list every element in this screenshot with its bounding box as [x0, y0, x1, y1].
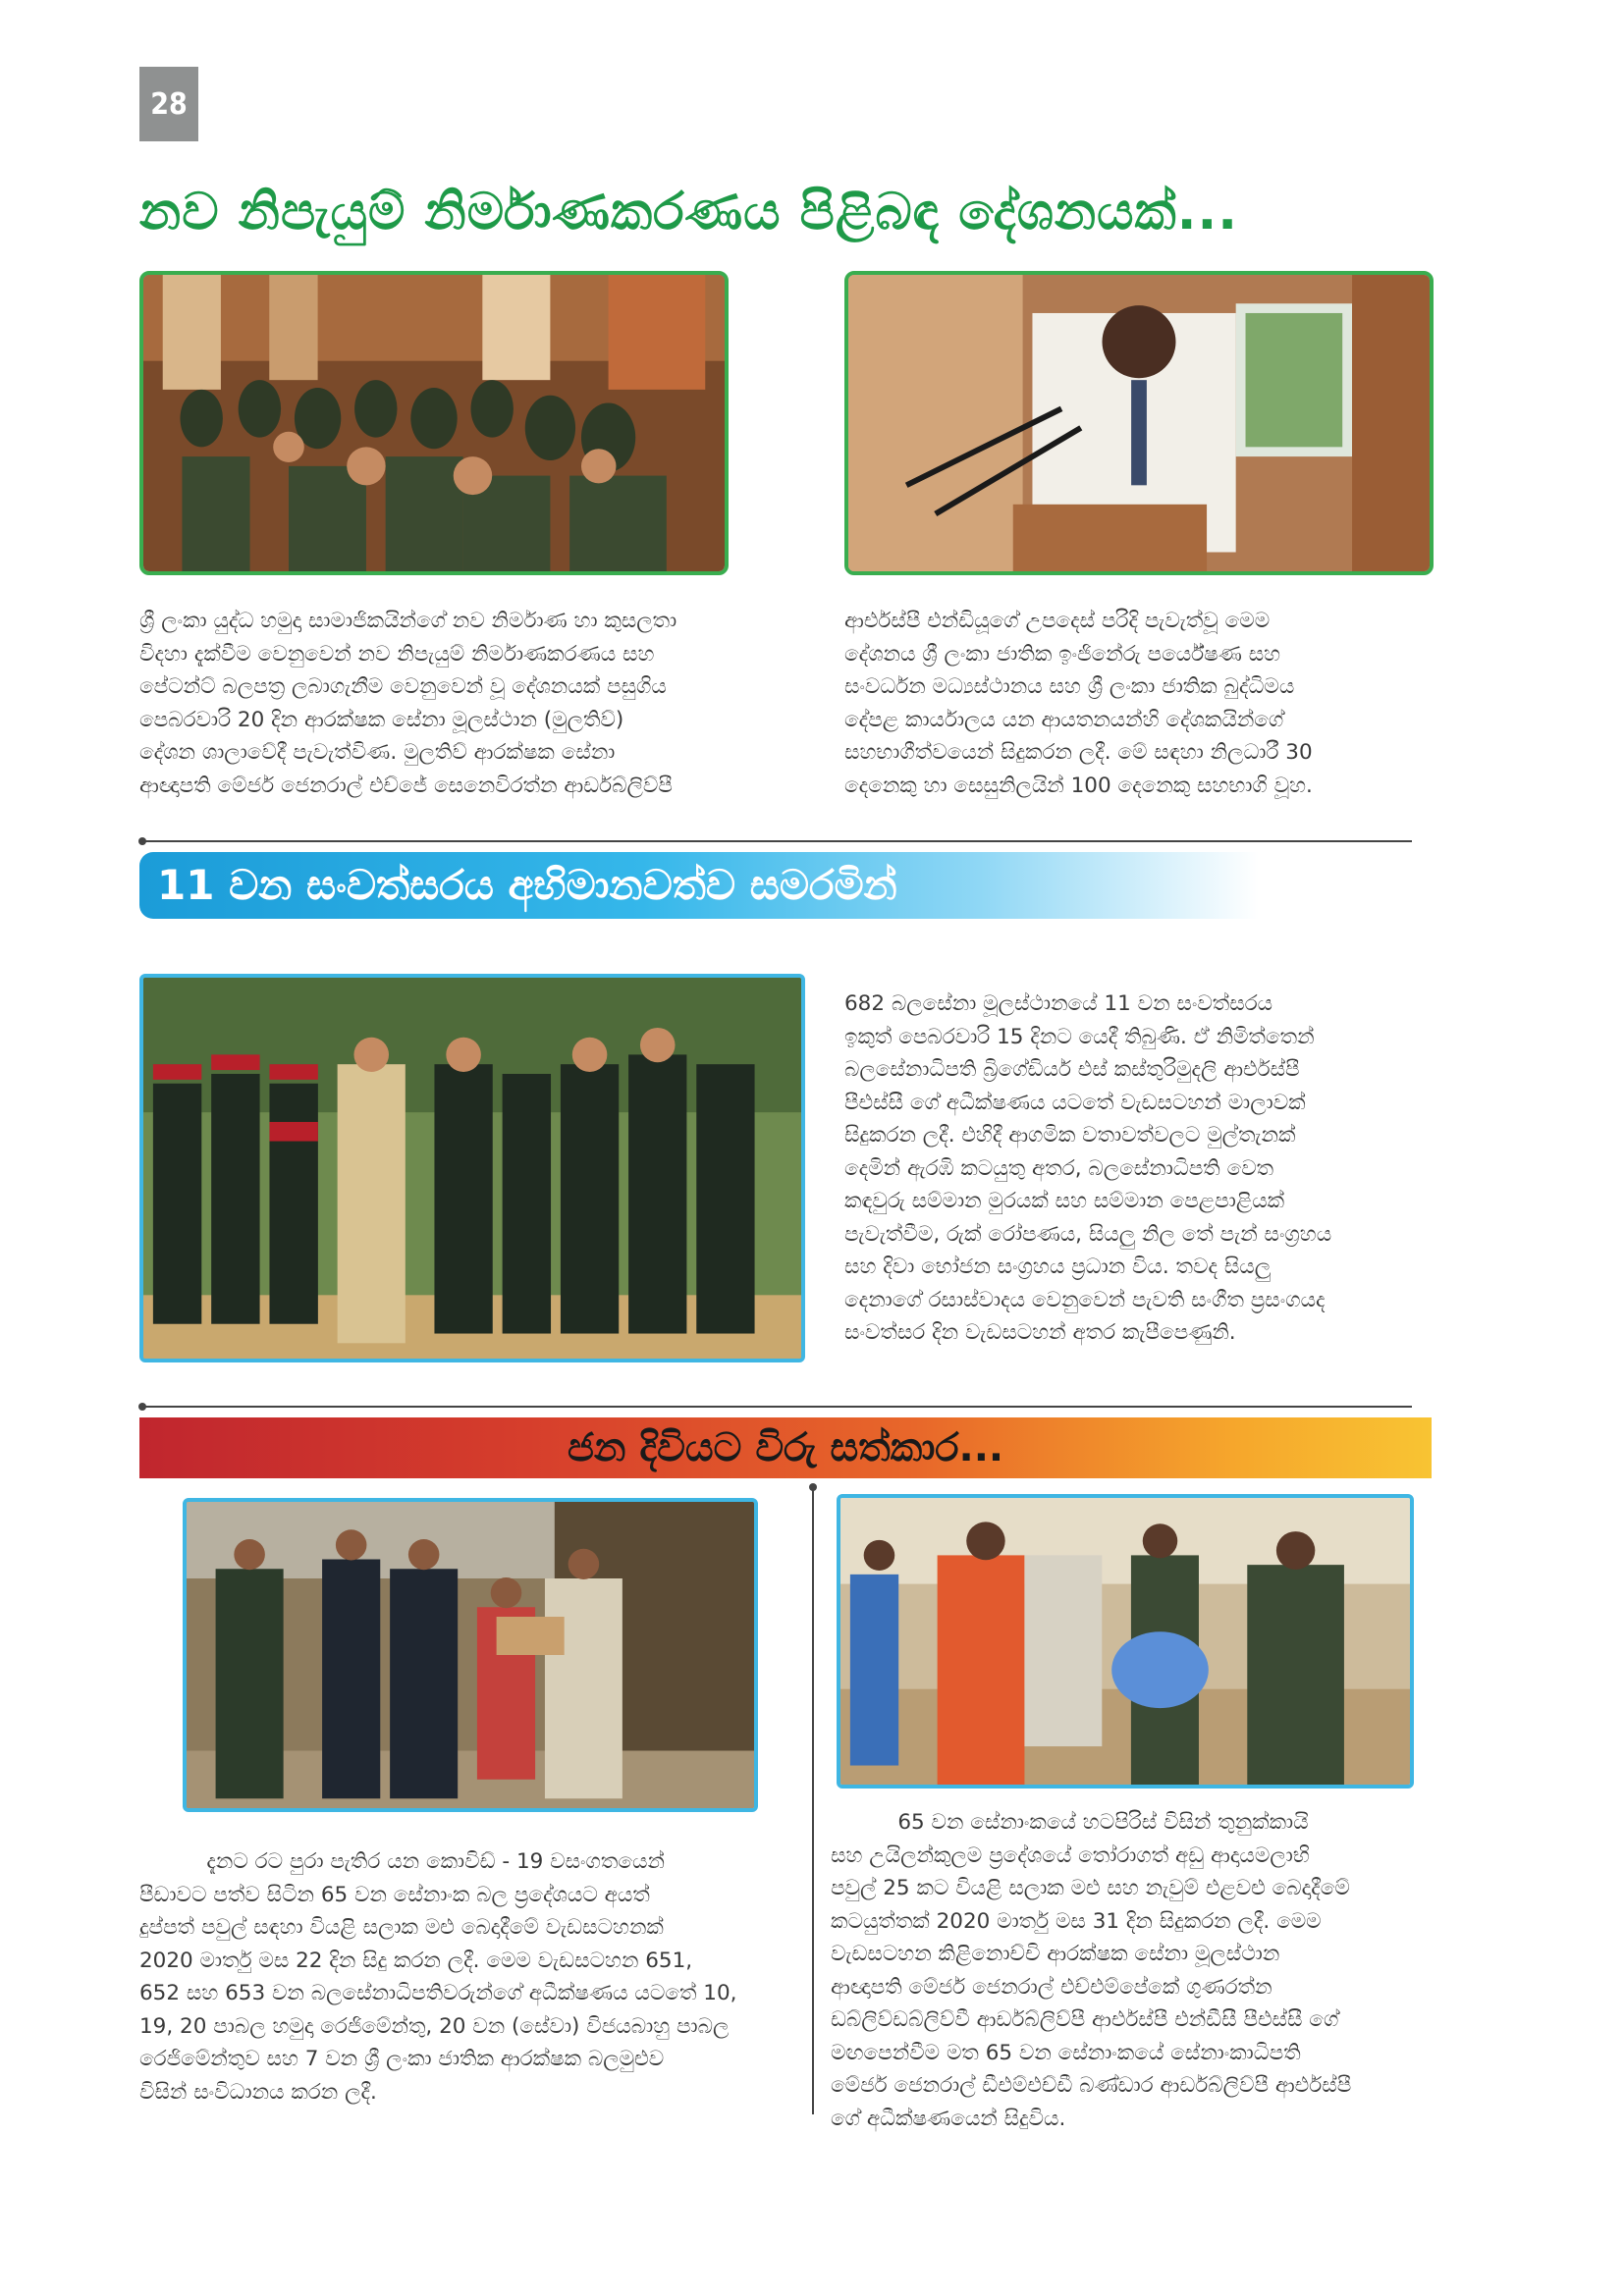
section3-left-text: [139, 1845, 797, 2109]
section-divider: [141, 840, 1412, 842]
speaker-image: [848, 275, 1430, 571]
section2-title: 11 වන සංවත්සරය අභිමානවත්ව සමරමින්: [157, 861, 897, 909]
section2-banner: [139, 852, 1259, 919]
text-line: සංවත්සර දින වැඩසටහන් අතර කැපීපෙණුනි.: [844, 1320, 1236, 1345]
text-line: දෙනෙකු හා සෙසුනිලයින් 100 දෙනෙකු සහභාගි වූහ.: [844, 773, 1313, 798]
section-divider: [141, 1406, 1412, 1408]
speaker-photo: [844, 271, 1434, 575]
text-line: මඟපෙන්වීම මත 65 වන සේනාංකයේ සේනාංකාධිපති: [831, 2040, 1301, 2065]
text-line: රෙජිමේන්තුව සහ 7 වන ශ්‍රී ලංකා ජාතික ආරක්ෂක බලමුළුව: [139, 2047, 665, 2071]
column-divider: [812, 1486, 814, 2114]
section1-left-text: [139, 605, 787, 802]
ration-distribution-photo-left: [183, 1498, 758, 1812]
section3-title: ජන දිවියට විරු සත්කාර...: [567, 1425, 1004, 1470]
text-line: 2020 මාර්තු මස 22 දින සිදු කරන ලදී. මෙම වැඩසටහන 651,: [139, 1948, 693, 1973]
text-line: පීඩාවට පත්ව සිටින 65 වන සේනාංක බල ප්‍රදේශයට අයත්: [139, 1882, 650, 1907]
text-line: පේටන්ට් බලපත්‍ර ලබාගැනීම වෙනුවෙන් වූ දේශනයක් පසුගිය: [139, 674, 667, 699]
page-number: 28: [139, 67, 198, 141]
text-line: ඩබ්ලිව්ඩබ්ලිව්වී ආර්ඩබ්ලිව්පී ආර්එස්පී එන්ඩීසී පීඑස්සී ගේ: [831, 2007, 1339, 2032]
text-line: ආඥාපති මේජර් ජෙනරාල් එච්එම්පේකේ ගුණරත්න: [831, 1974, 1272, 2000]
text-line: ඉකුත් පෙබරවාරි 15 දිනට යෙදී තිබුණි. ඒ නිමිත්තෙන්: [844, 1024, 1315, 1049]
text-line: දේශනය ශ්‍රී ලංකා ජාතික ඉංජිනේරු පර්යේෂණ සහ: [844, 641, 1281, 667]
text-line: සිදුකරන ලදී. එහිදී ආගමික වතාවත්වලට මුල්තැනක්: [844, 1123, 1296, 1148]
parade-image: [143, 978, 801, 1359]
parade-photo: [139, 974, 805, 1362]
text-line: පීඑස්සී ගේ අධීක්ෂණය යටතේ වැඩසටහන් මාලාවක්: [844, 1090, 1306, 1115]
text-line: දේශන ශාලාවේදී පැවැත්විණ. මුලතිව් ආරක්ෂක සේනා: [139, 740, 616, 765]
ration-distribution-image-right: [840, 1498, 1410, 1785]
text-line: දැනට රට පුරා පැතිර යන කොවිඩ් - 19 වසංගතයෙන්: [139, 1849, 665, 1874]
text-line: 682 බලසේනා මූලස්ථානයේ 11 වන සංවත්සරය: [844, 991, 1273, 1016]
text-line: මේජර් ජෙනරාල් ඩීඑම්එච්ඩී බණ්ඩාර ආර්ඩබ්ලිව්පී ආර්එස්පී: [831, 2073, 1352, 2098]
section3-banner: [139, 1417, 1432, 1478]
text-line: බලසේනාධිපති බ්‍රිගේඩියර් එස් කස්තුරිමුදලි ආර්එස්පී: [844, 1057, 1300, 1082]
text-line: 65 වන සේනාංකයේ හටපිරිස් විසින් තුනුක්කායි: [831, 1810, 1309, 1835]
section1-title: නව නිපැයුම් නිර්මාණකරණය පිළිබඳ දේශනයක්...: [139, 183, 1239, 241]
ration-distribution-image-left: [187, 1502, 754, 1808]
text-line: වැඩසටහන කිළිනොච්චි ආරක්ෂක සේනා මූලස්ථාන: [831, 1942, 1280, 1966]
text-line: ගේ අධීක්ෂණයෙන් සිදුවිය.: [831, 2106, 1066, 2131]
text-line: සහ දිවා භෝජන සංග්‍රහය ප්‍රධාන විය. තවද සියලු: [844, 1255, 1272, 1279]
text-line: ශ්‍රී ලංකා යුද්ධ හමුදා සාමාජිකයින්ගේ නව නිර්මාණ හා කුසලතා: [139, 609, 677, 633]
text-line: සහභාගීත්වයෙන් සිදුකරන ලදී. මේ සඳහා නිලධාරී 30: [844, 740, 1313, 765]
text-line: විසින් සංවිධානය කරන ලදී.: [139, 2079, 377, 2105]
text-line: පවුල් 25 කට වියළි සලාක මළු සහ නැවුම් එළවළු බෙදාදීමේ: [831, 1876, 1350, 1900]
section1-right-text: [844, 605, 1434, 802]
text-line: ආර්එස්පී එන්ඩියූගේ උපදෙස් පරිදි පැවැත්වූ මෙම: [844, 609, 1271, 633]
text-line: කඳවුරු සම්මාන මුරයක් සහ සම්මාන පෙළපාළියක්: [844, 1189, 1285, 1213]
text-line: 19, 20 පාබල හමුදා රෙජිමේන්තු, 20 වන (සේවා) විජයබාහු පාබල: [139, 2013, 730, 2039]
text-line: සංවර්ධන මධ්‍යස්ථානය සහ ශ්‍රී ලංකා ජාතික බුද්ධිමය: [844, 674, 1295, 699]
text-line: දෙමින් ඇරඹි කටයුතු අතර, බලසේනාධිපති වෙත: [844, 1155, 1274, 1181]
ration-distribution-photo-right: [837, 1494, 1414, 1789]
text-line: කටයුත්තක් 2020 මාර්තු මස 31 දින සිදුකරන ලදී. මෙම: [831, 1908, 1322, 1934]
section2-text: [844, 988, 1434, 1350]
lecture-audience-image: [143, 275, 725, 571]
text-line: පෙබරවාරි 20 දින ආරක්ෂක සේනා මූලස්ථාන (මුලතිව්): [139, 707, 624, 732]
text-line: සහ උයිලන්කුලම ප්‍රදේශයේ තෝරාගත් අඩු ආදායමලාභි: [831, 1842, 1310, 1868]
text-line: පැවැත්වීම, රුක් රෝපණය, සියලු නිල තේ පැන් සංග්‍රහය: [844, 1221, 1332, 1247]
section3-right-text: [831, 1806, 1432, 2135]
lecture-audience-photo: [139, 271, 729, 575]
text-line: දෙනාගේ රසාස්වාදය වෙනුවෙන් පැවති සංගීත ප්‍රසංගයද: [844, 1287, 1326, 1312]
text-line: දුප්පත් පවුල් සඳහා වියළි සලාක මළු බෙදාදීමේ වැඩසටහනක්: [139, 1915, 664, 1940]
text-line: ආඥාපති මේජර් ජෙනරාල් එච්ජේ සෙනෙවිරත්න ආර්ඩබ්ලිව්පී: [139, 773, 673, 798]
text-line: විදහා දැක්වීම වෙනුවෙන් නව නිපැයුම් නිර්මාණකරණය සහ: [139, 641, 655, 667]
text-line: 652 සහ 653 වන බලසේනාධිපතිවරුන්ගේ අධීක්ෂණය යටතේ 10,: [139, 1981, 737, 2005]
text-line: දේපළ කාර්යාලය යන ආයතනයන්හි දේශකයින්ගේ: [844, 707, 1284, 732]
